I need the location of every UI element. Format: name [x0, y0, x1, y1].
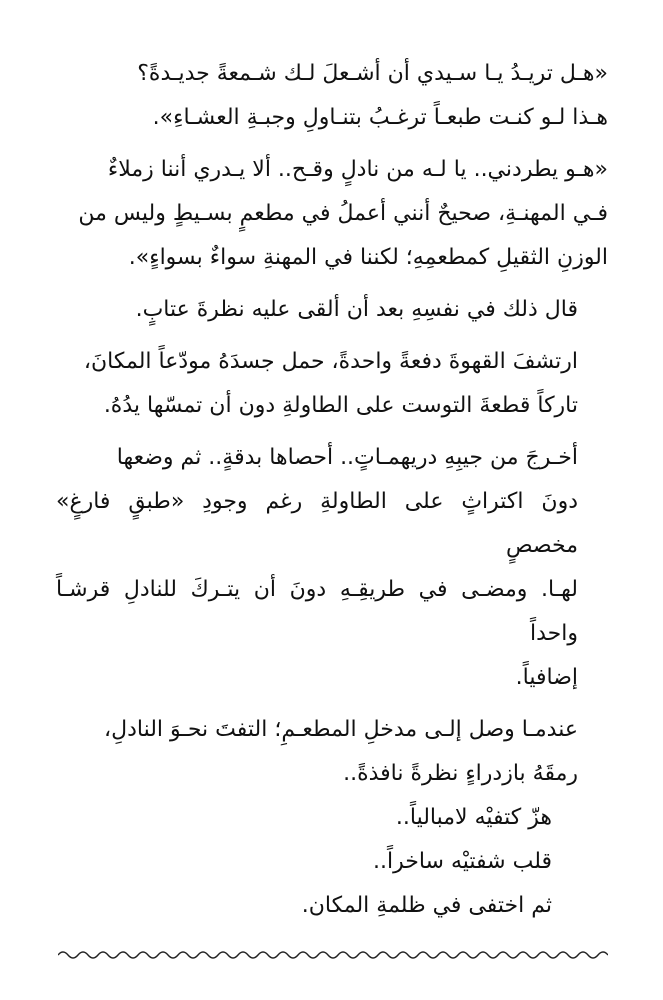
- text-line: دونَ اكتراثٍ على الطاولةِ رغم وجودِ «طبقٍ فارغٍ» مخصصٍ: [56, 489, 578, 558]
- paragraph-coffee: [56, 340, 608, 428]
- closing-line-lips: قلب شفتيْه ساخراً..: [373, 849, 552, 874]
- wavy-divider: [58, 944, 608, 966]
- story-page: [56, 52, 608, 928]
- text-line: تاركاً قطعةَ التوست على الطاولةِ دون أن تمسّها يدُهُ.: [103, 393, 578, 418]
- text-line: رمقَهُ بازدراءٍ نظرةً نافذةً..: [343, 761, 578, 786]
- text-line: فـي المهنـةِ، صحيحٌ أنني أعملُ في مطعمٍ بسـيطٍ وليس من: [78, 201, 608, 226]
- text-line: ارتشفَ القهوةَ دفعةً واحدةً، حمل جسدَهُ مودّعاً المكانَ،: [83, 349, 578, 374]
- text-line: هـذا لـو كنـت طبعـاً ترغـبُ بتنـاولِ وجبـةِ العشـاءِ».: [152, 105, 608, 130]
- text-line: لهـا. ومضـى في طريقِـهِ دونَ أن يتـركَ للنادلِ قرشـاً واحداً: [56, 577, 578, 646]
- paragraph-waiter-offer: [56, 52, 608, 140]
- text-line: عندمـا وصل إلـى مدخلِ المطعـمِ؛ التفتَ نحـوَ النادلِ،: [104, 717, 578, 742]
- closing-line-vanish: ثم اختفى في ظلمةِ المكان.: [301, 893, 552, 918]
- closing-lines: [56, 796, 608, 928]
- text-line: الوزنِ الثقيلِ كمطعمِهِ؛ لكننا في المهنةِ سواءٌ بسواءٍ».: [128, 245, 608, 270]
- text-line: قال ذلك في نفسِهِ بعد أن ألقى عليه نظرةَ عتابٍ.: [135, 297, 578, 322]
- text-line: «هـل تريـدُ يـا سـيدي أن أشـعلَ لـك شـمعةً جديـدةً؟: [137, 61, 608, 86]
- closing-line-shrug: هزّ كتفيْه لامبالياً..: [395, 805, 552, 830]
- paragraph-reproach: [56, 288, 608, 332]
- text-line: إضافياً.: [515, 665, 578, 690]
- text-line: أخـرجَ من جيبِهِ دريهمـاتٍ.. أحصاها بدقةٍ.. ثم وضعها: [116, 445, 578, 470]
- paragraph-inner-thought: [56, 148, 608, 280]
- paragraph-entrance: [56, 708, 608, 796]
- text-line: «هـو يطردني.. يا لـه من نادلٍ وقـح.. ألا يـدري أننا زملاءٌ: [107, 157, 608, 182]
- wavy-divider-line: [58, 952, 608, 958]
- paragraph-coins: [56, 436, 608, 700]
